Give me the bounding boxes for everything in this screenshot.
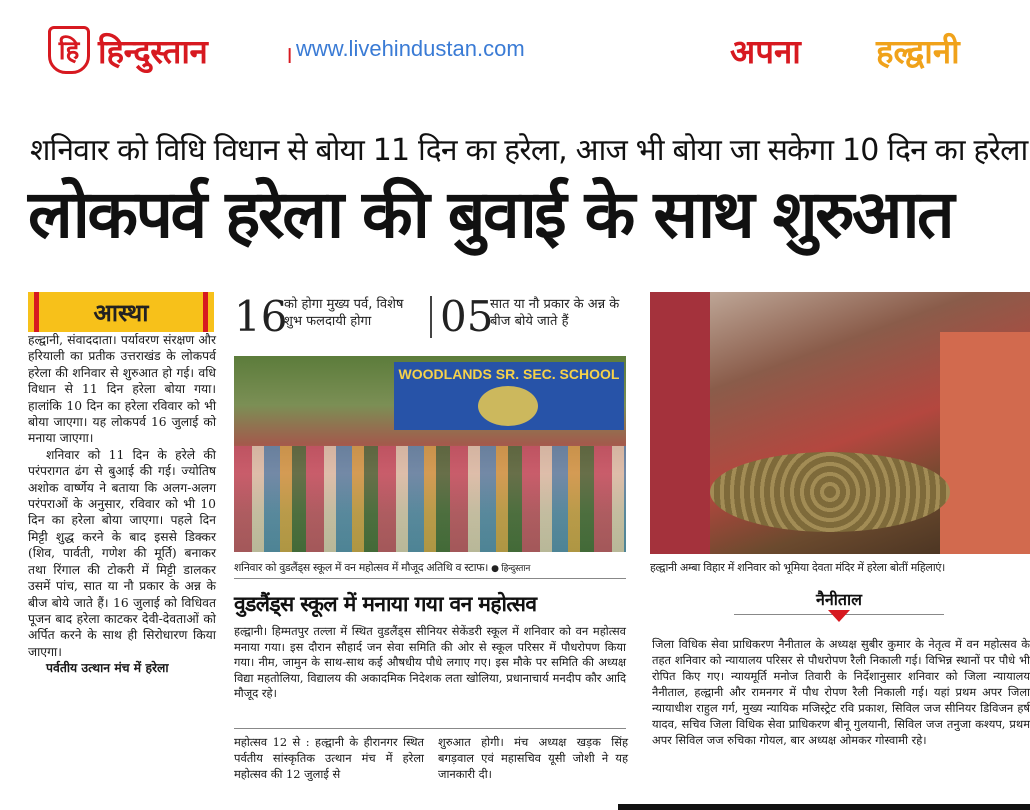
brief-text: शुरुआत होगी। मंच अध्यक्ष खड़क सिंह बगड़वाल एवं महासचिव यूसी जोशी ने यह जानकारी दी। (438, 735, 628, 781)
brief-text: महोत्सव 12 से : हल्द्वानी के हीरानगर स्थित पर्वतीय सांस्कृतिक उत्थान मंच में हरेला महोत्सव की 12 जुलाई से (234, 735, 424, 781)
seed-basket (710, 452, 950, 532)
school-group-photo (234, 356, 626, 552)
divider (234, 578, 626, 579)
advertisement-strip (618, 804, 1030, 810)
school-emblem-icon (478, 386, 538, 426)
newspaper-brand: हिन्दुस्तान (98, 32, 208, 71)
section-label-box (28, 292, 214, 332)
sub-headline: शनिवार को विधि विधान से बोया 11 दिन का हरेला, आज भी बोया जा सकेगा 10 दिन का हरेला (30, 133, 1028, 168)
school-banner-title: WOODLANDS SR. SEC. SCHOOL (398, 366, 620, 382)
divider (234, 728, 626, 729)
fact-number: 05 (440, 292, 494, 341)
story-body: जिला विधिक सेवा प्राधिकरण नैनीताल के अध्यक्ष सुबीर कुमार के नेतृत्व में वन महोत्सव के तहत शनिवार को न्यायालय परिसर से पौधरोपण रैली निकाली गई। विभिन्न स्थानों पर पौधे भी रोपित किए गए। न्यायमूर्ति मनोज तिवारी के निर्देशानुसार शनिवार को जिला न्यायालय नैनीताल, हल्द्वानी और रामनगर में पौध रोपण रैली निकाली गई। यहां प्रथम अपर जिला न्यायाधीश राहुल गर्ग, मुख्य न्यायिक मजिस्ट्रेट रवि प्रकाश, सिविल जज सीनियर डिविजन हर्ष यादव, सचिव जिला विधिक सेवा प्राधिकरण बीनू गुलयानी, सिविल जज तनुजा कश्यप, प्रथम अपर सिविल जज रुचिका गोयल, बार अध्यक्ष ओमकर गोस्वामी रहे। (652, 637, 1030, 747)
fact-divider (430, 296, 432, 338)
person-figure (940, 332, 1030, 554)
hindustan-logo-icon (48, 26, 90, 74)
fact-number: 16 (234, 292, 288, 341)
story-paragraph: पर्वतीय उत्थान मंच में हरेला (46, 660, 169, 676)
middle-column (232, 292, 632, 781)
chevron-down-icon (828, 610, 850, 622)
photo-caption: हल्द्वानी अम्बा विहार में शनिवार को भूमिया देवता मंदिर में हरेला बोतीं महिलाएं। (650, 561, 946, 574)
website-link[interactable]: www.livehindustan.com (296, 36, 525, 61)
section-label: आस्था (93, 299, 149, 327)
main-headline: लोकपर्व हरेला की बुवाई के साथ शुरुआत (28, 176, 953, 253)
story-paragraph: हल्द्वानी, संवाददाता। पर्यावरण संरक्षण और हरियाली का प्रतीक उत्तराखंड के लोकपर्व हरेला की शनिवार से शुरुआत हो गई। वधि विधान से 11 दिन हरेला बोया गया। हालांकि 10 दिन का हरेला रविवार को भी बोया जाएगा। यह लोकपर्व 16 जुलाई को मनाया जाएगा। (28, 333, 216, 446)
photo-caption (234, 560, 626, 575)
fact-text: सात या नौ प्रकार के अन्न के बीज बोये जाते हैं (490, 297, 620, 329)
edition-prefix: अपना (730, 32, 801, 71)
left-column-story (28, 292, 216, 677)
school-banner (394, 362, 624, 430)
story-headline: वुडलैंड्स स्कूल में मनाया गया वन महोत्सव (234, 592, 537, 616)
edition-city: हल्द्वानी (876, 32, 960, 71)
fact-boxes (232, 292, 632, 348)
caption-text: शनिवार को वुडलैंड्स स्कूल में वन महोत्सव में मौजूद अतिथि व स्टाफ। (234, 561, 489, 574)
section-title: नैनीताल (815, 590, 863, 609)
story-paragraph: शनिवार को 11 दिन के हरेले की परंपरागत ढंग से बुआई की गई। ज्योतिष अशोक वार्ष्णेय ने बताया कि अलग-अलग परंपराओं के अनुसार, रविवार को भी 10 दिन का हरेला बोया जाएगा। पहले दिन मिट्टी शुद्ध करने के बाद इससे डिक्कर (शिव, पार्वती, गणेश की मूर्ति) बनाकर तथा रिंगाल की टोकरी में मिट्टी डालकर उसमें पांच, सात या नौ प्रकार के अन्न के बीज बोये जाते हैं। 16 जुलाई को विधिवत पूजन बाद हरेला काटकर देवी-देवताओं को अर्पित करने के साथ ही सिरोधारण किया जाएगा। (28, 447, 216, 659)
women-sowing-harela-photo (650, 292, 1030, 554)
masthead (40, 22, 1030, 78)
story-body: हल्द्वानी। हिम्मतपुर तल्ला में स्थित वुडलैंड्स सीनियर सेकेंडरी स्कूल में शनिवार को वन महोत्सव मनाया गया। इस दौरान सौहार्द जन सेवा समिति की ओर से स्कूल परिसर में पौधरोपण किया गया। नीम, जामुन के साथ-साथ कई औषधीय पौधे लगाए गए। इस मौके पर समिति की अध्यक्ष विद्या महतोलिया, विद्यालय की अकादमिक निदेशक लता खोलिया, प्रधानाचार्य मनदीप कौर आदि मौजूद रहे। (234, 624, 626, 701)
photo-credit: ● हिन्दुस्तान (491, 564, 531, 574)
brand-separator: । (284, 41, 294, 69)
fact-text: को होगा मुख्य पर्व, विशेष शुभ फलदायी होगा (284, 297, 404, 329)
person-figure (650, 292, 710, 554)
group-people (234, 446, 626, 552)
logo-glyph: हि (58, 36, 80, 66)
